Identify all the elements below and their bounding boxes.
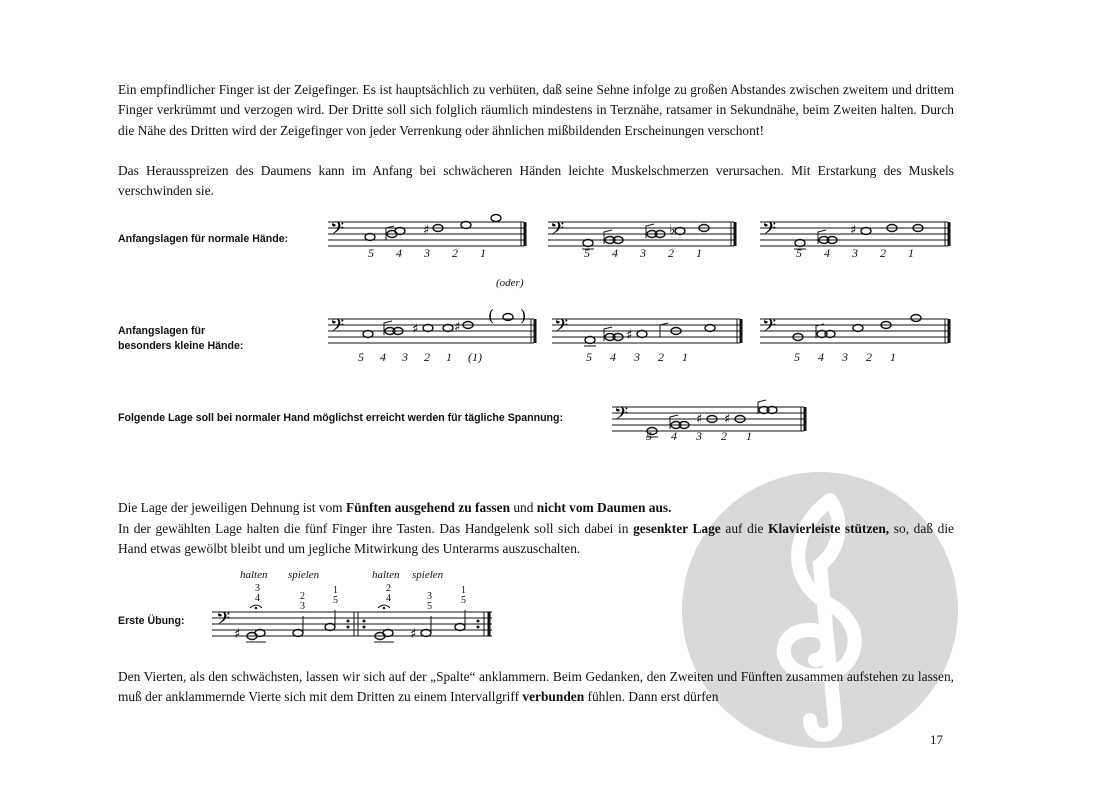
finger-1: 1	[890, 350, 896, 364]
finger-1-alt: (1)	[468, 350, 482, 364]
text-run: auf die	[720, 521, 769, 536]
finger-bottom: 5	[461, 595, 466, 606]
finger-bottom: 4	[386, 593, 391, 604]
text-run: so, daß die Hand etwas gewölbt bleibt und um jegliche Mitwirkung des Unterarms auszuschalten.	[118, 521, 955, 557]
fingering-daily	[646, 429, 752, 444]
svg-text:♯: ♯	[234, 627, 241, 642]
svg-text:𝄢: 𝄢	[330, 316, 345, 341]
svg-text:♯: ♯	[412, 322, 419, 337]
finger-1: 1	[480, 246, 486, 260]
finger-3: 3	[852, 246, 858, 260]
svg-text:♯: ♯	[696, 412, 703, 427]
finger-bottom: 5	[427, 601, 432, 612]
bold-run: Klavierleiste stützen,	[768, 521, 890, 536]
finger-5: 5	[794, 350, 800, 364]
small-hands-label-1: Anfangslagen für	[118, 325, 206, 337]
finger-2: 2	[658, 350, 664, 364]
svg-text:): )	[520, 307, 527, 325]
finger-3: 3	[842, 350, 848, 364]
finger-1: 1	[746, 429, 752, 443]
paragraph-wrist	[118, 519, 954, 560]
svg-text:(: (	[488, 307, 495, 325]
spielen-label-1: spielen	[288, 569, 320, 581]
first-exercise-label: Erste Übung:	[118, 615, 185, 627]
svg-text:♯: ♯	[454, 320, 461, 335]
fingering-small-2	[586, 350, 688, 365]
text-run: und	[510, 500, 537, 515]
finger-5: 5	[796, 246, 802, 260]
finger-4: 4	[380, 350, 386, 364]
intro-paragraph-2: Das Herausspreizen des Daumens kann im Anfang bei schwächeren Händen leichte Muskelschmerzen verursachen. Mit Erstarkung des Muskels verschwinden sie.	[118, 163, 954, 199]
finger-5: 5	[586, 350, 592, 364]
fingering-small-1	[358, 350, 482, 365]
fingering-normal-2	[584, 246, 702, 261]
finger-1: 1	[908, 246, 914, 260]
finger-2: 2	[880, 246, 886, 260]
svg-text:♯: ♯	[724, 412, 731, 427]
svg-text:𝄢: 𝄢	[762, 316, 777, 341]
text-run: In der gewählten Lage halten die fünf Finger ihre Tasten. Das Handgelenk soll sich dabei in	[118, 521, 634, 536]
finger-4: 4	[671, 429, 677, 443]
finger-3: 3	[402, 350, 408, 364]
finger-2: 2	[721, 429, 727, 443]
finger-4: 4	[824, 246, 830, 260]
halten-label-1: halten	[240, 569, 268, 581]
finger-bottom: 4	[255, 593, 260, 604]
svg-text:𝄢: 𝄢	[550, 219, 565, 244]
finger-4: 4	[612, 246, 618, 260]
small-hands-label-2: besonders kleine Hände:	[118, 340, 244, 352]
finger-top: 3	[427, 591, 432, 602]
spielen-label-2: spielen	[412, 569, 444, 581]
svg-text:𝄢: 𝄢	[614, 404, 629, 429]
svg-text:♭: ♭	[669, 223, 676, 238]
svg-text:♯: ♯	[410, 627, 417, 642]
finger-1: 1	[446, 350, 452, 364]
finger-3: 3	[634, 350, 640, 364]
normal-hands-label: Anfangslagen für normale Hände:	[118, 233, 289, 245]
finger-5: 5	[368, 246, 374, 260]
finger-5: 5	[646, 429, 652, 443]
finger-1: 1	[682, 350, 688, 364]
bold-run: gesenkter Lage	[633, 521, 721, 536]
finger-3: 3	[640, 246, 646, 260]
fingering-small-3	[794, 350, 896, 365]
svg-text:♯: ♯	[423, 223, 430, 238]
finger-top: 1	[461, 585, 466, 596]
finger-1: 1	[696, 246, 702, 260]
finger-4: 4	[610, 350, 616, 364]
daily-stretch-label: Folgende Lage soll bei normaler Hand möglichst erreicht werden für tägliche Spannung:	[118, 412, 564, 424]
text-run: Den Vierten, als den schwächsten, lassen wir sich auf der „Spalte“ anklammern. Beim Gedanken, den Zweiten und Fünften zusammen aufstehen zu lassen, muß der anklammernde Vierte sich mit dem Dritten zu einem Intervallgriff	[118, 669, 954, 705]
finger-5: 5	[358, 350, 364, 364]
finger-3: 3	[696, 429, 702, 443]
finger-top: 1	[333, 585, 338, 596]
finger-bottom: 5	[333, 595, 338, 606]
finger-3: 3	[424, 246, 430, 260]
text-run: fühlen. Dann erst dürfen	[584, 689, 719, 705]
svg-text:𝄢: 𝄢	[762, 219, 777, 244]
bold-run: nicht vom Daumen aus.	[536, 500, 672, 515]
page-number: 17	[930, 732, 943, 747]
finger-top: 2	[300, 591, 305, 602]
finger-4: 4	[818, 350, 824, 364]
finger-2: 2	[668, 246, 674, 260]
finger-2: 2	[424, 350, 430, 364]
staff-exercise	[212, 600, 494, 656]
bold-run: Fünften ausgehend zu fassen	[345, 500, 511, 515]
svg-text:𝄢: 𝄢	[330, 219, 345, 244]
closing-paragraph	[118, 667, 954, 708]
finger-top: 2	[386, 583, 391, 594]
finger-2: 2	[866, 350, 872, 364]
fingering-normal-1	[368, 246, 486, 261]
text-run: Die Lage der jeweiligen Dehnung ist vom	[118, 500, 346, 515]
finger-bottom: 3	[300, 601, 305, 612]
finger-5: 5	[584, 246, 590, 260]
paragraph-stretch	[118, 498, 954, 518]
svg-text:♯: ♯	[850, 223, 857, 238]
finger-top: 3	[255, 583, 260, 594]
bold-run: verbunden	[522, 689, 585, 705]
oder-note: (oder)	[496, 277, 524, 289]
svg-text:𝄢: 𝄢	[216, 609, 231, 634]
fingering-normal-3	[796, 246, 914, 261]
svg-text:♯: ♯	[626, 328, 633, 343]
svg-text:𝄢: 𝄢	[554, 316, 569, 341]
intro-paragraph-1: Ein empfindlicher Finger ist der Zeigefinger. Es ist hauptsächlich zu verhüten, daß seine Sehne infolge zu großen Abstandes zwischen zweitem und drittem Finger verkrümmt und verzogen wird. Der Dritte soll sich folglich räumlich mindestens in Terznähe, ratsamer in Sekundnähe, beim Zweiten halten. Durch die Nähe des Dritten wird der Zeigefinger von jeder Verrenkung oder ähnlichen mißbildenden Erscheinungen verschont!	[118, 82, 954, 138]
halten-label-2: halten	[372, 569, 400, 581]
finger-2: 2	[452, 246, 458, 260]
finger-4: 4	[396, 246, 402, 260]
